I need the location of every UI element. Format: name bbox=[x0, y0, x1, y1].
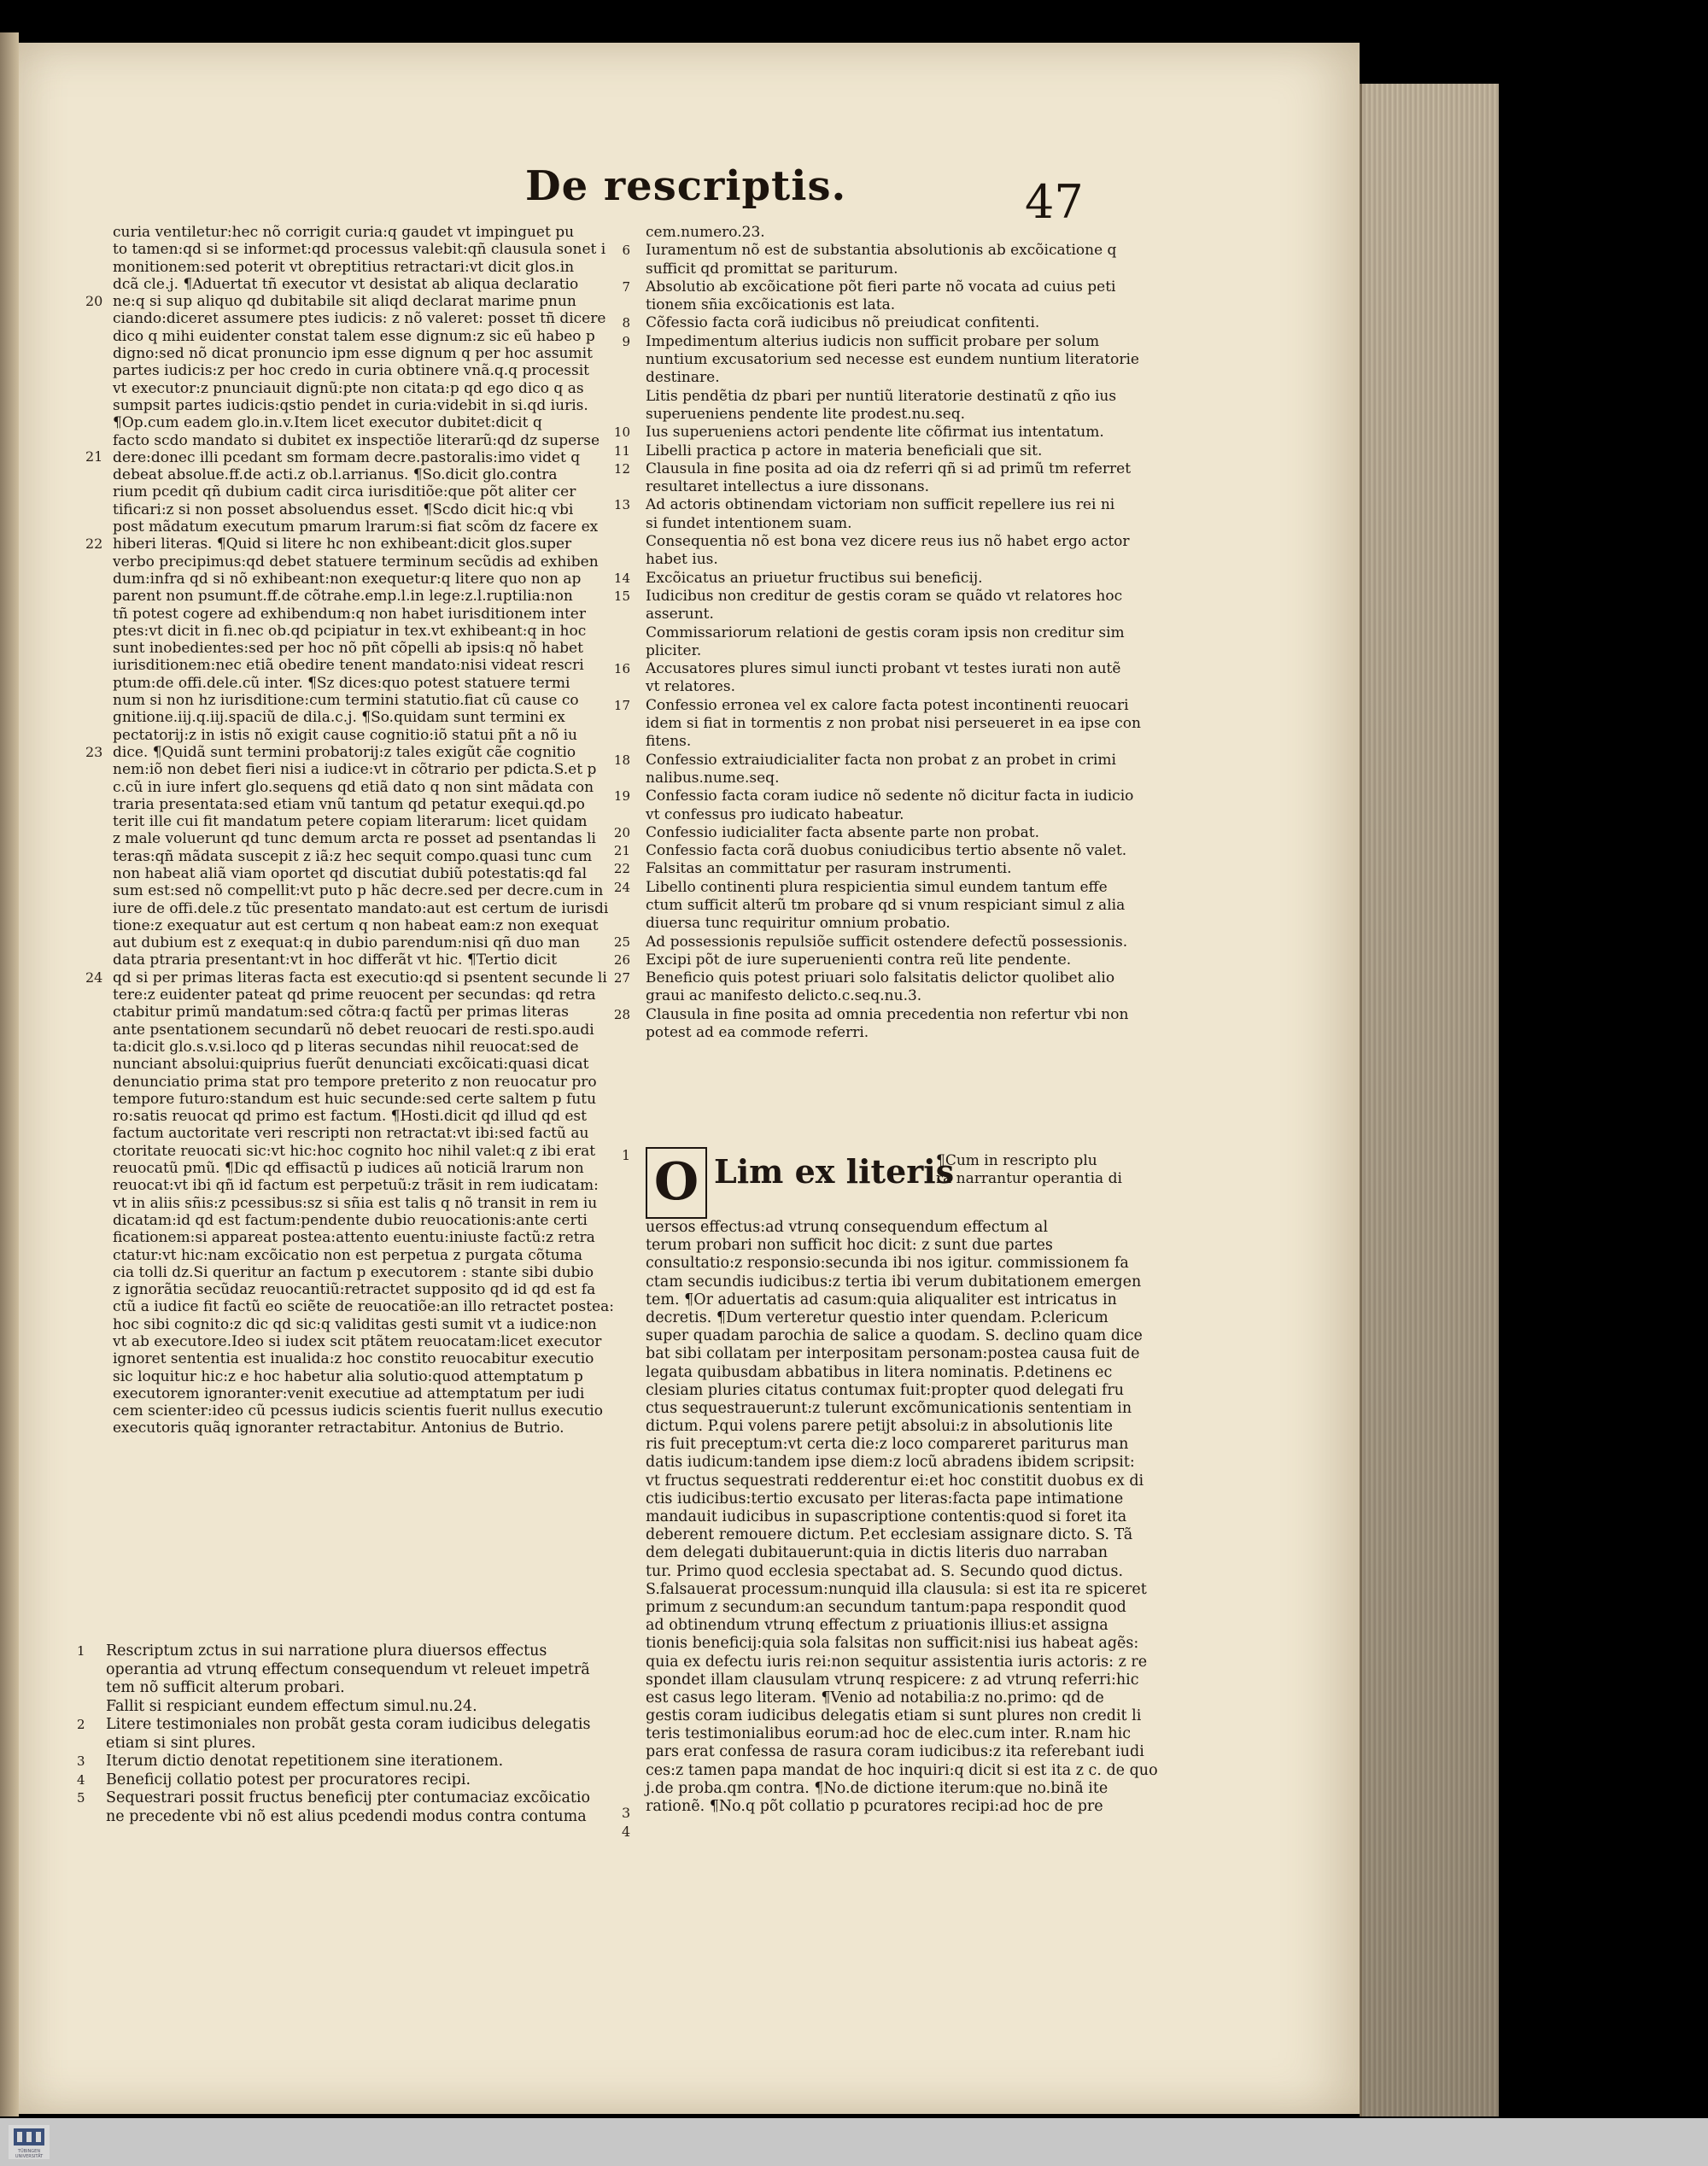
summary-item bbox=[646, 551, 1149, 569]
text-line: vt executor:z pnunciauit dignũ:pte non citata:p qd ego dico q as bbox=[113, 379, 584, 397]
summary-text: superueniens pendente lite prodest.nu.seq. bbox=[646, 405, 966, 423]
summary-item bbox=[646, 369, 1149, 387]
summary-item bbox=[646, 406, 1149, 424]
summary-item bbox=[613, 460, 1149, 478]
summary-item bbox=[613, 569, 1149, 588]
summary-text: pliciter. bbox=[646, 641, 702, 659]
summary-text: tem nõ sufficit alterum probari. bbox=[106, 1679, 345, 1696]
text-line: tur. Primo quod ecclesia spectabat ad. S. Secundo quod dictus. bbox=[646, 1562, 1124, 1580]
summary-text: si fundet intentionem suam. bbox=[646, 514, 852, 532]
summary-item bbox=[77, 1771, 600, 1790]
text-line: sic loquitur hic:z e hoc habetur alia solutio:quod attemptatum p bbox=[113, 1367, 583, 1385]
summary-item bbox=[622, 242, 1149, 260]
text-line: sumpsit partes iudicis:qstio pendet in curia:videbit in si.qd iuris. bbox=[113, 396, 588, 414]
summary-text: ctum sufficit alterũ tm probare qd si vnum respiciant simul z alia bbox=[646, 896, 1126, 914]
text-line: ctis iudicibus:tertio excusato per literas:facta pape intimatione bbox=[646, 1490, 1124, 1507]
summary-item bbox=[646, 897, 1149, 915]
summary-text: tionem sñia excõicationis est lata. bbox=[646, 296, 896, 314]
book-fore-edge bbox=[1360, 84, 1499, 2116]
text-line: z ignorãtia secũdaz reuocantiũ:retractet supposito qd id qd est fa bbox=[113, 1281, 596, 1299]
summary-number: 11 bbox=[613, 442, 630, 459]
summary-text: fitens. bbox=[646, 733, 692, 751]
summary-item bbox=[613, 933, 1149, 951]
text-line: digno:sed nõ dicat pronuncio ipm esse dignum q per hoc assumit bbox=[113, 345, 593, 363]
summary-item bbox=[646, 296, 1149, 314]
previous-page-edge bbox=[0, 32, 19, 2116]
text-line: teras:qñ mãdata suscepit z iã:z hec sequit compo.quasi tunc cum bbox=[113, 847, 593, 865]
summary-item bbox=[622, 332, 1149, 351]
text-line: cem scienter:ideo cũ pcessus iudicis scientis fuerit nullus executio bbox=[113, 1402, 603, 1420]
summary-number: 27 bbox=[613, 970, 630, 986]
summary-text: Beneficij collatio potest per procuratores recipi. bbox=[106, 1771, 471, 1788]
summary-text: Absolutio ab excõicatione põt fieri parte nõ vocata ad cuius peti bbox=[646, 278, 1116, 296]
text-line: clesiam pluries citatus contumax fuit:propter quod delegati fru bbox=[646, 1381, 1125, 1399]
summary-text: Iudicibus non creditur de gestis coram se quãdo vt relatores hoc bbox=[646, 587, 1123, 605]
summary-text: Confessio facta corã duobus coniudicibus tertio absente nõ valet. bbox=[646, 842, 1127, 860]
text-line: ctatur:vt hic:nam excõicatio non est perpetua z purgata cõtuma bbox=[113, 1246, 582, 1264]
summary-item bbox=[613, 878, 1149, 897]
summary-item bbox=[646, 261, 1149, 278]
summaria-items bbox=[613, 224, 1149, 1042]
summary-item bbox=[77, 1679, 600, 1698]
summary-text: Confessio extraiudicialiter facta non probat z an probet in crimi bbox=[646, 751, 1116, 769]
text-line: vt in aliis sñis:z pcessibus:sz si sñia est talis q nõ transit in rem iu bbox=[113, 1194, 598, 1212]
text-line: aut dubium est z exequat:q in dubio parendum:nisi qñ duo man bbox=[113, 934, 581, 952]
summary-number: 19 bbox=[613, 788, 630, 805]
summary-item bbox=[646, 478, 1149, 496]
summary-text: asserunt. bbox=[646, 606, 714, 623]
text-line: c.cũ in iure infert glo.sequens qd etiã dato q non sint mãdata con bbox=[113, 778, 594, 796]
summary-item bbox=[646, 624, 1149, 642]
text-line: ctũ a iudice fit factũ eo sciẽte de reuocatiõe:an illo retractet postea: bbox=[113, 1298, 615, 1316]
text-line: ces:z tamen papa mandat de hoc inquiri:q dicit si est ita z c. de quo bbox=[646, 1761, 1158, 1779]
summary-item bbox=[77, 1735, 600, 1753]
summary-item bbox=[646, 606, 1149, 623]
text-line: verbo precipimus:qd debet statuere terminum secũdis ad exhiben bbox=[113, 553, 599, 571]
summary-item bbox=[613, 1005, 1149, 1024]
text-line: non habeat aliã viam oportet qd discutiat dubiũ potestatis:qd fal bbox=[113, 864, 588, 882]
summaria-list bbox=[613, 224, 1149, 1042]
text-line: primum z secundum:an secundum tantum:papa respondit quod bbox=[646, 1598, 1126, 1616]
incipit-tail bbox=[936, 1152, 1122, 1188]
text-line: teris testimonialibus eorum:ad hoc de elec.cum inter. R.nam hic bbox=[646, 1725, 1132, 1743]
text-line: ptes:vt dicit in fi.nec ob.qd pcipiatur in tex.vt exhibeant:q in hoc bbox=[113, 622, 587, 640]
text-line: rium pcedit qñ dubium cadit circa iurisditiõe:que põt aliter cer bbox=[113, 483, 576, 501]
summary-number: 24 bbox=[613, 879, 630, 895]
summary-text: operantia ad vtrunq effectum consequendum vt releuet impetrã bbox=[106, 1660, 590, 1678]
incipit-tail-line: ¶Cum in rescripto plu bbox=[936, 1152, 1097, 1169]
text-line: tempore futuro:standum est huic secunde:sed certe saltem p futu bbox=[113, 1090, 597, 1108]
summary-item bbox=[646, 678, 1149, 696]
summary-text: Ad possessionis repulsiõe sufficit ostendere defectũ possessionis. bbox=[646, 933, 1128, 951]
summary-text: Excipi põt de iure superuenienti contra reũ lite pendente. bbox=[646, 951, 1072, 969]
summary-item bbox=[77, 1642, 600, 1661]
text-line: factum auctoritate veri rescripti non retractat:vt ibi:sed factũ au bbox=[113, 1125, 589, 1143]
text-line: decretis. ¶Dum verteretur questio inter quendam. P.clericum bbox=[646, 1308, 1108, 1326]
text-line: ante psentationem secundarũ nõ debet reuocari de resti.spo.audi bbox=[113, 1021, 594, 1039]
incipit-tail-line: ra narrantur operantia di bbox=[936, 1170, 1122, 1187]
summary-item bbox=[646, 533, 1149, 551]
text-line: cia tolli dz.Si queritur an factum p executorem : stante sibi dubio bbox=[113, 1263, 594, 1281]
summary-item bbox=[613, 823, 1149, 842]
summary-text: diuersa tunc requiritur omnium probatio. bbox=[646, 915, 951, 933]
text-line: vt ab executore.Ideo si iudex scit ptãtem reuocatam:licet executor bbox=[113, 1333, 602, 1350]
summary-item bbox=[613, 442, 1149, 460]
summary-text: Clausula in fine posita ad oia dz referri qñ si ad primũ tm referret bbox=[646, 460, 1132, 477]
summary-text: Iuramentum nõ est de substantia absolutionis ab excõicatione q bbox=[646, 242, 1117, 260]
summary-number: 22 bbox=[613, 861, 630, 877]
text-line: dere:donec illi pcedant sm formam decre.pastoralis:imo videt q bbox=[113, 448, 581, 466]
library-logo-text: TÜBINGEN UNIVERSITÄT bbox=[15, 2149, 44, 2159]
text-line: parent non psumunt.ff.de cõtrahe.emp.l.in lege:z.l.ruptilia:non bbox=[113, 588, 573, 606]
summary-item bbox=[646, 915, 1149, 933]
text-line: ignoret sententia est inualida:z hoc constito reuocabitur executio bbox=[113, 1350, 594, 1368]
summary-number: 5 bbox=[77, 1790, 85, 1806]
summary-number: 10 bbox=[613, 424, 630, 441]
text-line: ficationem:si appareat postea:attento euentu:iniuste factũ:z retra bbox=[113, 1229, 595, 1247]
text-line: ctam secundis iudicibus:z tertia ibi verum dubitationem emergen bbox=[646, 1273, 1142, 1291]
summary-number: 8 bbox=[622, 315, 630, 331]
summary-number: 15 bbox=[613, 588, 630, 604]
text-line: tionis beneficij:quia sola falsitas non sufficit:nisi ius habeat agẽs: bbox=[646, 1635, 1139, 1653]
text-line: iurisditionem:nec etiã obedire tenent mandato:nisi videat rescri bbox=[113, 657, 584, 675]
text-line: S.falsauerat processum:nunquid illa clausula: si est ita re spiceret bbox=[646, 1580, 1147, 1598]
main-text bbox=[646, 1219, 1158, 1816]
text-line: tem. ¶Or aduertatis ad casum:quia aliqualiter est intricatus in bbox=[646, 1291, 1117, 1308]
summary-item bbox=[646, 806, 1149, 824]
summary-number: 4 bbox=[77, 1771, 85, 1788]
text-line: post mãdatum executum pmarum lrarum:si fiat scõm dz facere ex bbox=[113, 518, 599, 536]
margin-number: 20 bbox=[85, 293, 103, 309]
text-line: ta:dicit glo.s.v.si.loco qd p literas secundas nihil reuocat:sed de bbox=[113, 1038, 579, 1056]
text-line: dice. ¶Quidã sunt termini probatorij:z tales exigũt cãe cognitio bbox=[113, 743, 576, 761]
summary-text: Libelli practica p actore in materia beneficiali que sit. bbox=[646, 442, 1043, 460]
text-line: ro:satis reuocat qd primo est factum. ¶Hosti.dicit qd illud qd est bbox=[113, 1108, 587, 1126]
summary-text: nalibus.nume.seq. bbox=[646, 769, 780, 787]
summary-text: Confessio erronea vel ex calore facta potest incontinenti reuocari bbox=[646, 696, 1129, 714]
summary-item bbox=[613, 660, 1149, 678]
summary-text: Confessio facta coram iudice nõ sedente nõ dicitur facta in iudicio bbox=[646, 787, 1134, 805]
text-line: pars erat confessa de rasura coram iudicibus:z ita referebant iudi bbox=[646, 1743, 1144, 1761]
text-line: ctoritate reuocati sic:vt hic:hoc cognito hoc nihil valet:q z ibi erat bbox=[113, 1142, 596, 1160]
summary-number: 17 bbox=[613, 697, 630, 713]
summary-item bbox=[646, 515, 1149, 533]
text-line: spondet illam clausulam vtrunq respicere: z ad vtrunq referri:hic bbox=[646, 1671, 1139, 1689]
text-line: terum probari non sufficit hoc dicit: z sunt due partes bbox=[646, 1237, 1053, 1255]
summary-number: 26 bbox=[613, 951, 630, 968]
text-line: hiberi literas. ¶Quid si litere hc non exhibeant:dicit glos.super bbox=[113, 536, 572, 553]
text-line: ciando:diceret assumere ptes iudicis: z nõ valeret: posset tñ dicere bbox=[113, 310, 606, 328]
summaria-items-bottom bbox=[77, 1642, 600, 1826]
summary-item bbox=[613, 860, 1149, 878]
summary-item bbox=[646, 987, 1149, 1005]
summary-item bbox=[646, 733, 1149, 751]
text-line: iure de offi.dele.z tũc presentato mandato:aut est certum de iurisdi bbox=[113, 899, 609, 917]
summary-text: Confessio iudicialiter facta absente parte non probat. bbox=[646, 823, 1040, 841]
incipit: Lim ex literis bbox=[714, 1152, 955, 1191]
summary-text: Consequentia nõ est bona vez dicere reus ius nõ habet ergo actor bbox=[646, 533, 1130, 551]
summary-text: Beneficio quis potest priuari solo falsitatis delictor quolibet alio bbox=[646, 969, 1115, 987]
text-line: vt fructus sequestrati redderentur ei:et hoc constitit duobus ex di bbox=[646, 1472, 1144, 1490]
summary-text: Falsitas an committatur per rasuram instrumenti. bbox=[646, 860, 1012, 878]
text-line: monitionem:sed poterit vt obreptitius retractari:vt dicit glos.in bbox=[113, 258, 575, 276]
text-line: reuocatũ pmũ. ¶Dic qd effisactũ p iudices aũ noticiã lrarum non bbox=[113, 1160, 584, 1178]
summary-number: 25 bbox=[613, 934, 630, 950]
text-line: ne:q si sup aliquo qd dubitabile sit aliqd declarat marime pnun bbox=[113, 293, 576, 311]
margin-number: 21 bbox=[85, 448, 103, 465]
text-line: to tamen:qd si se informet:qd processus valebit:qñ clausula sonet i bbox=[113, 241, 606, 259]
running-title: De rescriptis. bbox=[525, 162, 847, 210]
summary-item bbox=[646, 388, 1149, 406]
summary-item bbox=[646, 224, 1149, 242]
summary-item bbox=[613, 751, 1149, 770]
summary-text: vt relatores. bbox=[646, 678, 735, 696]
library-logo-icon bbox=[12, 2125, 46, 2147]
text-line: tñ potest cogere ad exhibendum:q non habet iurisditionem inter bbox=[113, 605, 586, 623]
summary-item bbox=[622, 314, 1149, 332]
margin-number: 1 bbox=[622, 1147, 631, 1163]
viewer-footer bbox=[0, 2118, 1708, 2166]
summary-text: graui ac manifesto delicto.c.seq.nu.3. bbox=[646, 987, 922, 1005]
summary-item bbox=[646, 351, 1149, 369]
summary-item bbox=[646, 770, 1149, 787]
margin-number: 23 bbox=[85, 744, 103, 760]
summary-number: 14 bbox=[613, 570, 630, 586]
summary-item bbox=[77, 1753, 600, 1771]
summary-text: etiam si sint plures. bbox=[106, 1734, 256, 1752]
text-line: z male voluerunt qd tunc demum arcta re posset ad psentandas li bbox=[113, 830, 596, 848]
text-line: nem:iõ non debet fieri nisi a iudice:vt in cõtrario per pdicta.S.et p bbox=[113, 761, 597, 779]
summary-item bbox=[613, 787, 1149, 805]
text-line: ctabitur primũ mandatum:sed cõtra:q factũ per primas literas bbox=[113, 1004, 570, 1022]
summary-text: Litis pendẽtia dz pbari per nuntiũ literatorie destinatũ z qño ius bbox=[646, 387, 1117, 405]
summary-item bbox=[613, 969, 1149, 987]
summary-number: 28 bbox=[613, 1006, 630, 1022]
summary-number: 2 bbox=[77, 1717, 85, 1732]
text-line: partes iudicis:z per hoc credo in curia obtinere vnã.q.q processit bbox=[113, 362, 590, 380]
text-line: qd si per primas literas facta est executio:qd si psentent secunde li bbox=[113, 969, 607, 986]
text-line: sum est:sed nõ compellit:vt puto p hãc decre.sed per decre.cum in bbox=[113, 882, 604, 900]
text-line: dicatam:id qd est factum:pendente dubio reuocationis:ante certi bbox=[113, 1211, 588, 1229]
summary-number: 7 bbox=[622, 278, 630, 295]
summary-number: 12 bbox=[613, 460, 630, 477]
text-line: executoris quãq ignoranter retractabitur. Antonius de Butrio. bbox=[113, 1420, 564, 1437]
summary-number: 20 bbox=[613, 824, 630, 840]
text-line: gestis coram iudicibus delegatis etiam si sunt plures non credit li bbox=[646, 1707, 1142, 1725]
summary-text: Sequestrari possit fructus beneficij pter contumaciaz excõicatio bbox=[106, 1789, 591, 1806]
text-line: pectatorij:z in istis nõ exigit cause cognitio:iõ statui pñt a nõ iu bbox=[113, 726, 578, 744]
text-line: j.de proba.qm contra. ¶No.de dictione iterum:que no.binã ite bbox=[646, 1779, 1108, 1797]
summary-item bbox=[622, 278, 1149, 296]
summary-number: 13 bbox=[613, 497, 630, 513]
summary-item bbox=[613, 951, 1149, 969]
summary-text: potest ad ea commode referri. bbox=[646, 1024, 869, 1042]
text-line: reuocat:vt ibi qñ id factum est perpetuũ:z trãsit in rem iudicatam: bbox=[113, 1177, 599, 1195]
summary-text: Impedimentum alterius iudicis non sufficit probare per solum bbox=[646, 332, 1100, 350]
text-line: ris fuit preceptum:vt certa die:z loco compareret pariturus man bbox=[646, 1436, 1129, 1454]
summary-number: 9 bbox=[622, 333, 630, 349]
summary-text: Ad actoris obtinendam victoriam non sufficit repellere ius rei ni bbox=[646, 496, 1115, 514]
text-line: tere:z euidenter pateat qd prime reuocent per secundas: qd retra bbox=[113, 986, 596, 1004]
text-line: est casus lego literam. ¶Venio ad notabilia:z no.primo: qd de bbox=[646, 1689, 1104, 1706]
text-line: legata quibusdam abbatibus in litera nominatis. P.detinens ec bbox=[646, 1363, 1113, 1381]
left-column bbox=[113, 224, 615, 1437]
summary-item bbox=[77, 1698, 600, 1717]
summary-item bbox=[77, 1661, 600, 1680]
summary-text: cem.numero.23. bbox=[646, 224, 765, 241]
summary-text: idem si fiat in tormentis z non probat nisi perseueret in ea ipse con bbox=[646, 715, 1141, 733]
summary-number: 1 bbox=[77, 1643, 85, 1659]
summary-text: Clausula in fine posita ad omnia precedentia non refertur vbi non bbox=[646, 1005, 1129, 1023]
text-line: hoc sibi cognito:z dic qd sic:q validitas gesti sumit vt a iudice:non bbox=[113, 1315, 597, 1333]
text-line: ctus sequestrauerunt:z tulerunt excõmunicationis sententiam in bbox=[646, 1399, 1132, 1417]
text-line: facto scdo mandato si dubitet ex inspectiõe literarũ:qd dz superse bbox=[113, 431, 600, 449]
text-line: bat sibi collatam per interpositam personam:postea causa fuit de bbox=[646, 1345, 1140, 1363]
summary-item bbox=[613, 696, 1149, 715]
text-line: gnitione.iij.q.iij.spaciũ de dila.c.j. ¶So.quidam sunt termini ex bbox=[113, 709, 565, 727]
summary-text: Fallit si respiciant eundem effectum simul.nu.24. bbox=[106, 1697, 477, 1715]
summary-number: 21 bbox=[613, 843, 630, 859]
summary-text: Litere testimoniales non probãt gesta coram iudicibus delegatis bbox=[106, 1716, 591, 1733]
text-line: mandauit iudicibus in supascriptione contentis:quod si foret ita bbox=[646, 1508, 1127, 1525]
summary-text: resultaret intellectus a iure dissonans. bbox=[646, 478, 930, 496]
text-line: deberent remouere dictum. P.et ecclesiam assignare dicto. S. Tã bbox=[646, 1526, 1133, 1544]
folio-number: 47 bbox=[1025, 175, 1084, 229]
summary-text: Iterum dictio denotat repetitionem sine iterationem. bbox=[106, 1753, 504, 1770]
summary-text: Commissariorum relationi de gestis coram ipsis non creditur sim bbox=[646, 623, 1125, 641]
text-line: datis iudicum:tandem ipse diem:z locũ abradens ibidem scripsit: bbox=[646, 1454, 1135, 1472]
text-line: data ptraria presentant:vt in hoc differãt vt hic. ¶Tertio dicit bbox=[113, 951, 558, 969]
margin-number: 22 bbox=[85, 536, 103, 552]
main-text-lines bbox=[646, 1219, 1158, 1816]
text-line: sunt inobedientes:sed per hoc nõ pñt cõpelli ab ipsis:q nõ habet bbox=[113, 640, 583, 658]
summary-item bbox=[77, 1716, 600, 1735]
summary-item bbox=[77, 1789, 600, 1808]
text-line: terit ille cui fit mandatum petere copiam literarum: licet quidam bbox=[113, 813, 588, 831]
text-line: consultatio:z responsio:secunda ibi nos igitur. commissionem fa bbox=[646, 1255, 1129, 1273]
summary-text: sufficit qd promittat se pariturum. bbox=[646, 260, 898, 278]
text-line: denunciatio prima stat pro tempore preterito z non reuocatur pro bbox=[113, 1073, 597, 1091]
text-line: nunciant absolui:quiprius fuerũt denunciati excõicati:quasi dicat bbox=[113, 1056, 589, 1074]
summary-text: habet ius. bbox=[646, 551, 718, 569]
text-line: quia ex defectu iuris rei:non sequitur assistentia iuris actoris: z re bbox=[646, 1653, 1148, 1671]
text-line: traria presentata:sed etiam vnũ tantum qd petatur exequi.qd.po bbox=[113, 795, 585, 813]
summary-item bbox=[646, 715, 1149, 733]
summary-text: Accusatores plures simul iuncti probant vt testes iurati non autẽ bbox=[646, 660, 1121, 678]
text-line: tificari:z si non posset absoluendus esset. ¶Scdo dicit hic:q vbi bbox=[113, 501, 574, 518]
summary-text: Excõicatus an priuetur fructibus sui beneficij. bbox=[646, 569, 983, 587]
summary-item bbox=[613, 842, 1149, 860]
summary-text: vt confessus pro iudicato habeatur. bbox=[646, 805, 904, 823]
text-line: tione:z exequatur aut est certum q non habeat eam:z non exequat bbox=[113, 916, 599, 934]
margin-number: 4 bbox=[622, 1824, 631, 1840]
summary-text: destinare. bbox=[646, 369, 720, 387]
summary-item bbox=[613, 424, 1149, 442]
text-line: curia ventiletur:hec nõ corrigit curia:q gaudet vt impinguet pu bbox=[113, 224, 575, 241]
summary-number: 18 bbox=[613, 752, 630, 768]
text-line: debeat absolue.ff.de acti.z ob.l.arrianus. ¶So.dicit glo.contra bbox=[113, 466, 558, 484]
left-column-lines bbox=[113, 224, 615, 1437]
text-line: super quadam parochia de salice a quodam. S. declino quam dice bbox=[646, 1327, 1143, 1345]
summary-number: 3 bbox=[77, 1753, 85, 1769]
decorated-initial: O bbox=[646, 1147, 707, 1219]
summary-number: 16 bbox=[613, 661, 630, 677]
summary-text: Cõfessio facta corã iudicibus nõ preiudicat confitenti. bbox=[646, 314, 1040, 332]
summary-text: ne precedente vbi nõ est alius pcedendi modus contra contuma bbox=[106, 1807, 587, 1825]
text-line: rationẽ. ¶No.q põt collatio p pcuratores recipi:ad hoc de pre bbox=[646, 1798, 1103, 1815]
summary-item bbox=[646, 1024, 1149, 1042]
margin-number: 24 bbox=[85, 969, 103, 986]
text-line: dum:infra qd si nõ exhibeant:non exequetur:q litere quo non ap bbox=[113, 570, 582, 588]
margin-number: 3 bbox=[622, 1805, 631, 1821]
text-line: executorem ignoranter:venit executiue ad attemptatum per iudi bbox=[113, 1384, 585, 1402]
summary-item bbox=[77, 1808, 600, 1827]
summaria-list-bottom bbox=[77, 1642, 600, 1826]
text-line: uersos effectus:ad vtrunq consequendum effectum al bbox=[646, 1219, 1049, 1236]
summary-item bbox=[613, 587, 1149, 606]
text-line: num si non hz iurisditione:cum termini statutio.fiat cũ cause co bbox=[113, 692, 579, 710]
text-line: ¶Op.cum eadem glo.in.v.Item licet executor dubitet:dicit q bbox=[113, 414, 542, 432]
text-line: ptum:de offi.dele.cũ inter. ¶Sz dices:quo potest statuere termi bbox=[113, 674, 570, 692]
text-line: dico q mihi euidenter constat talem esse dignum:z sic eũ habeo p bbox=[113, 327, 595, 345]
text-line: dcã cle.j. ¶Aduertat tñ executor vt desistat ab aliqua declaratio bbox=[113, 275, 579, 293]
summary-item bbox=[613, 496, 1149, 514]
text-line: dem delegati dubitauerunt:quia in dictis literis duo narraban bbox=[646, 1544, 1108, 1562]
text-line: ad obtinendum vtrunq effectum z priuationis illius:et assigna bbox=[646, 1617, 1108, 1635]
summary-text: Ius superueniens actori pendente lite cõfirmat ius intentatum. bbox=[646, 424, 1104, 442]
summary-text: Libello continenti plura respicientia simul eundem tantum effe bbox=[646, 878, 1108, 896]
summary-text: nuntium excusatorium sed necesse est eundem nuntium literatorie bbox=[646, 351, 1139, 369]
summary-number: 6 bbox=[622, 243, 630, 259]
summary-item bbox=[646, 642, 1149, 660]
text-line: dictum. P.qui volens parere petijt absolui:z in absolutionis lite bbox=[646, 1418, 1113, 1436]
summary-text: Rescriptum zctus in sui narratione plura diuersos effectus bbox=[106, 1642, 547, 1660]
